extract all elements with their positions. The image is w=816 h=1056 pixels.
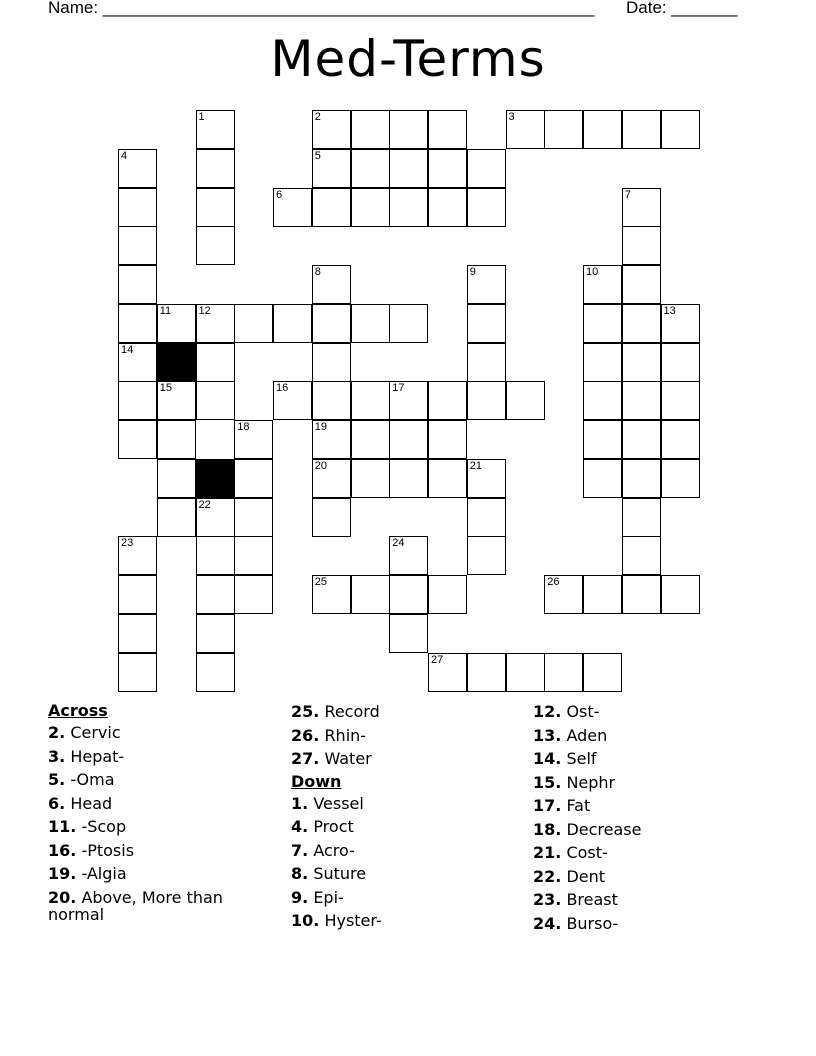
clue-item: 7. Acro-: [291, 840, 355, 860]
grid-cell[interactable]: [544, 653, 583, 692]
grid-cell[interactable]: [428, 110, 467, 149]
clue-item: 4. Proct: [291, 817, 354, 836]
name-field-label: Name: ____________________________________________________: [48, 0, 595, 17]
grid-cell[interactable]: [351, 188, 390, 227]
grid-cell[interactable]: [622, 188, 661, 227]
clue-column-2: [291, 700, 491, 933]
clue-item: 8. Suture: [291, 864, 367, 883]
grid-cell[interactable]: [583, 653, 622, 692]
grid-cell[interactable]: [351, 459, 390, 498]
grid-cell[interactable]: [273, 304, 312, 343]
clue-item: 9. Epi-: [291, 887, 344, 907]
grid-cell[interactable]: [118, 614, 157, 653]
grid-cell[interactable]: [118, 304, 157, 343]
grid-cell[interactable]: [544, 575, 583, 614]
grid-cell[interactable]: [196, 536, 235, 575]
clue-number: 25: [314, 576, 327, 588]
grid-cell[interactable]: [312, 343, 351, 382]
grid-cell[interactable]: [389, 575, 428, 614]
grid-cell[interactable]: [196, 304, 235, 343]
grid-cell[interactable]: [312, 265, 351, 304]
grid-cell[interactable]: [467, 188, 506, 227]
clue-number: 13: [663, 304, 676, 317]
grid-cell[interactable]: [428, 575, 467, 614]
grid-cell[interactable]: [622, 575, 661, 614]
grid-cell[interactable]: [583, 420, 622, 459]
date-field-label: Date: _______: [626, 0, 738, 17]
grid-cell[interactable]: [467, 381, 506, 420]
clue-number: 20: [314, 459, 327, 472]
clue-number: 11: [159, 304, 172, 317]
grid-cell[interactable]: [661, 381, 700, 420]
grid-cell[interactable]: [118, 420, 157, 459]
clue-item: 10. Hyster-: [291, 911, 382, 930]
page-title: Med-Terms: [270, 30, 546, 88]
grid-cell[interactable]: [622, 343, 661, 382]
clue-number: 22: [198, 498, 211, 511]
grid-cell[interactable]: [312, 498, 351, 537]
grid-cell[interactable]: [389, 110, 428, 149]
clue-item: 6. Head: [48, 793, 113, 813]
grid-cell[interactable]: [428, 459, 467, 498]
grid-cell[interactable]: [389, 536, 428, 575]
grid-cell[interactable]: [583, 304, 622, 343]
across-heading: Across: [48, 701, 108, 720]
grid-cell[interactable]: [351, 381, 390, 420]
clue-number: 17: [392, 382, 405, 395]
grid-cell[interactable]: [196, 614, 235, 653]
clue-number: 24: [392, 537, 405, 550]
clue-number: 3: [508, 111, 515, 123]
grid-cell[interactable]: [118, 653, 157, 692]
clue-item: 17. Fat: [533, 796, 591, 815]
grid-cell[interactable]: [118, 536, 157, 575]
grid-cell[interactable]: [661, 343, 700, 382]
grid-cell[interactable]: [157, 459, 196, 498]
grid-cell[interactable]: [312, 149, 351, 188]
clue-number: 4: [121, 149, 128, 162]
clue-number: 23: [121, 537, 134, 550]
grid-cell[interactable]: [467, 265, 506, 304]
clue-item: 25. Record: [291, 702, 380, 721]
grid-cell[interactable]: [467, 498, 506, 537]
grid-cell[interactable]: [157, 381, 196, 420]
grid-cell[interactable]: [661, 575, 700, 614]
clue-number: 21: [469, 459, 482, 472]
black-cell: [196, 459, 235, 498]
grid-cell[interactable]: [196, 381, 235, 420]
clue-item: 15. Nephr: [533, 772, 616, 792]
clue-number: 14: [121, 343, 134, 356]
black-cell: [157, 343, 196, 382]
grid-cell[interactable]: [351, 110, 390, 149]
grid-cell[interactable]: [506, 381, 545, 420]
grid-cell[interactable]: [351, 149, 390, 188]
grid-cell[interactable]: [118, 265, 157, 304]
clue-number: 12: [198, 304, 211, 317]
grid-cell[interactable]: [196, 575, 235, 614]
grid-cell[interactable]: [312, 304, 351, 343]
grid-cell[interactable]: [389, 304, 428, 343]
grid-cell[interactable]: [428, 381, 467, 420]
grid-cell[interactable]: [118, 226, 157, 265]
grid-cell[interactable]: [622, 381, 661, 420]
grid-cell[interactable]: [389, 420, 428, 459]
grid-cell[interactable]: [312, 575, 351, 614]
grid-cell[interactable]: [583, 459, 622, 498]
grid-cell[interactable]: [428, 149, 467, 188]
grid-cell[interactable]: [196, 149, 235, 188]
grid-cell[interactable]: [428, 188, 467, 227]
clue-item: 23. Breast: [533, 890, 618, 909]
grid-cell[interactable]: [273, 381, 312, 420]
clue-item: 18. Decrease: [533, 819, 642, 839]
clue-item: 26. Rhin-: [291, 725, 367, 745]
grid-cell[interactable]: [234, 498, 273, 537]
grid-cell[interactable]: [622, 110, 661, 149]
grid-cell[interactable]: [622, 459, 661, 498]
grid-cell[interactable]: [157, 498, 196, 537]
grid-cell[interactable]: [583, 381, 622, 420]
grid-cell[interactable]: [196, 226, 235, 265]
clue-item: 16. -Ptosis: [48, 840, 135, 860]
grid-cell[interactable]: [234, 420, 273, 459]
clue-item: 19. -Algia: [48, 864, 127, 883]
grid-cell[interactable]: [312, 188, 351, 227]
grid-cell[interactable]: [428, 420, 467, 459]
grid-cell[interactable]: [428, 653, 467, 692]
clue-number: 15: [159, 382, 172, 395]
clue-column-1: [48, 700, 238, 923]
grid-cell[interactable]: [544, 110, 583, 149]
grid-cell[interactable]: [234, 304, 273, 343]
grid-cell[interactable]: [467, 653, 506, 692]
grid-cell[interactable]: [234, 459, 273, 498]
grid-cell[interactable]: [157, 420, 196, 459]
down-heading: Down: [291, 771, 342, 791]
clue-number: 6: [276, 188, 283, 201]
grid-cell[interactable]: [273, 188, 312, 227]
grid-cell[interactable]: [467, 536, 506, 575]
clue-number: 2: [314, 111, 321, 123]
clue-item: 1. Vessel: [291, 793, 364, 813]
clue-number: 1: [198, 111, 205, 123]
grid-cell[interactable]: [118, 149, 157, 188]
grid-cell[interactable]: [351, 420, 390, 459]
grid-cell[interactable]: [622, 536, 661, 575]
grid-cell[interactable]: [234, 536, 273, 575]
clue-number: 9: [469, 266, 476, 278]
clue-number: 7: [624, 188, 631, 201]
clue-item: 14. Self: [533, 749, 597, 768]
clue-item: 13. Aden: [533, 725, 608, 745]
grid-cell[interactable]: [196, 110, 235, 149]
grid-cell[interactable]: [196, 343, 235, 382]
grid-cell[interactable]: [389, 381, 428, 420]
grid-cell[interactable]: [312, 381, 351, 420]
grid-cell[interactable]: [622, 304, 661, 343]
grid-cell[interactable]: [389, 149, 428, 188]
clue-item: 12. Ost-: [533, 702, 600, 721]
grid-cell[interactable]: [467, 459, 506, 498]
grid-cell[interactable]: [118, 343, 157, 382]
grid-cell[interactable]: [661, 459, 700, 498]
clue-number: 19: [314, 421, 327, 433]
grid-cell[interactable]: [467, 149, 506, 188]
grid-cell[interactable]: [467, 343, 506, 382]
grid-cell[interactable]: [583, 110, 622, 149]
grid-cell[interactable]: [583, 265, 622, 304]
grid-cell[interactable]: [196, 188, 235, 227]
clue-number: 26: [547, 576, 560, 588]
grid-cell[interactable]: [506, 653, 545, 692]
grid-cell[interactable]: [622, 226, 661, 265]
grid-cell[interactable]: [661, 304, 700, 343]
clue-item: 5. -Oma: [48, 770, 115, 789]
clue-number: 16: [276, 382, 289, 395]
clue-number: 10: [586, 266, 599, 278]
grid-cell[interactable]: [661, 110, 700, 149]
grid-cell[interactable]: [583, 575, 622, 614]
clue-item: 11. -Scop: [48, 817, 127, 836]
grid-cell[interactable]: [312, 110, 351, 149]
clue-item: 20. Above, More than normal: [48, 887, 223, 924]
clue-item: 24. Burso-: [533, 913, 619, 933]
grid-cell[interactable]: [312, 459, 351, 498]
clue-item: 2. Cervic: [48, 723, 121, 742]
grid-cell[interactable]: [196, 498, 235, 537]
grid-cell[interactable]: [196, 653, 235, 692]
grid-cell[interactable]: [389, 188, 428, 227]
grid-cell[interactable]: [351, 575, 390, 614]
grid-cell[interactable]: [389, 614, 428, 653]
clue-item: 22. Dent: [533, 866, 606, 886]
grid-cell[interactable]: [583, 343, 622, 382]
grid-cell[interactable]: [622, 498, 661, 537]
grid-cell[interactable]: [661, 420, 700, 459]
grid-cell[interactable]: [118, 381, 157, 420]
grid-cell[interactable]: [506, 110, 545, 149]
grid-cell[interactable]: [389, 459, 428, 498]
clue-item: 3. Hepat-: [48, 746, 125, 766]
clue-item: 21. Cost-: [533, 843, 608, 862]
grid-cell[interactable]: [157, 304, 196, 343]
grid-cell[interactable]: [118, 575, 157, 614]
clue-number: 27: [431, 653, 444, 666]
grid-cell[interactable]: [351, 304, 390, 343]
clue-number: 5: [314, 149, 321, 162]
clue-number: 8: [314, 266, 321, 278]
grid-cell[interactable]: [467, 304, 506, 343]
grid-cell[interactable]: [622, 265, 661, 304]
clue-column-3: [533, 700, 733, 935]
grid-cell[interactable]: [312, 420, 351, 459]
grid-cell[interactable]: [234, 575, 273, 614]
clue-item: 27. Water: [291, 749, 372, 768]
grid-cell[interactable]: [118, 188, 157, 227]
clue-number: 18: [237, 421, 250, 433]
grid-cell[interactable]: [622, 420, 661, 459]
